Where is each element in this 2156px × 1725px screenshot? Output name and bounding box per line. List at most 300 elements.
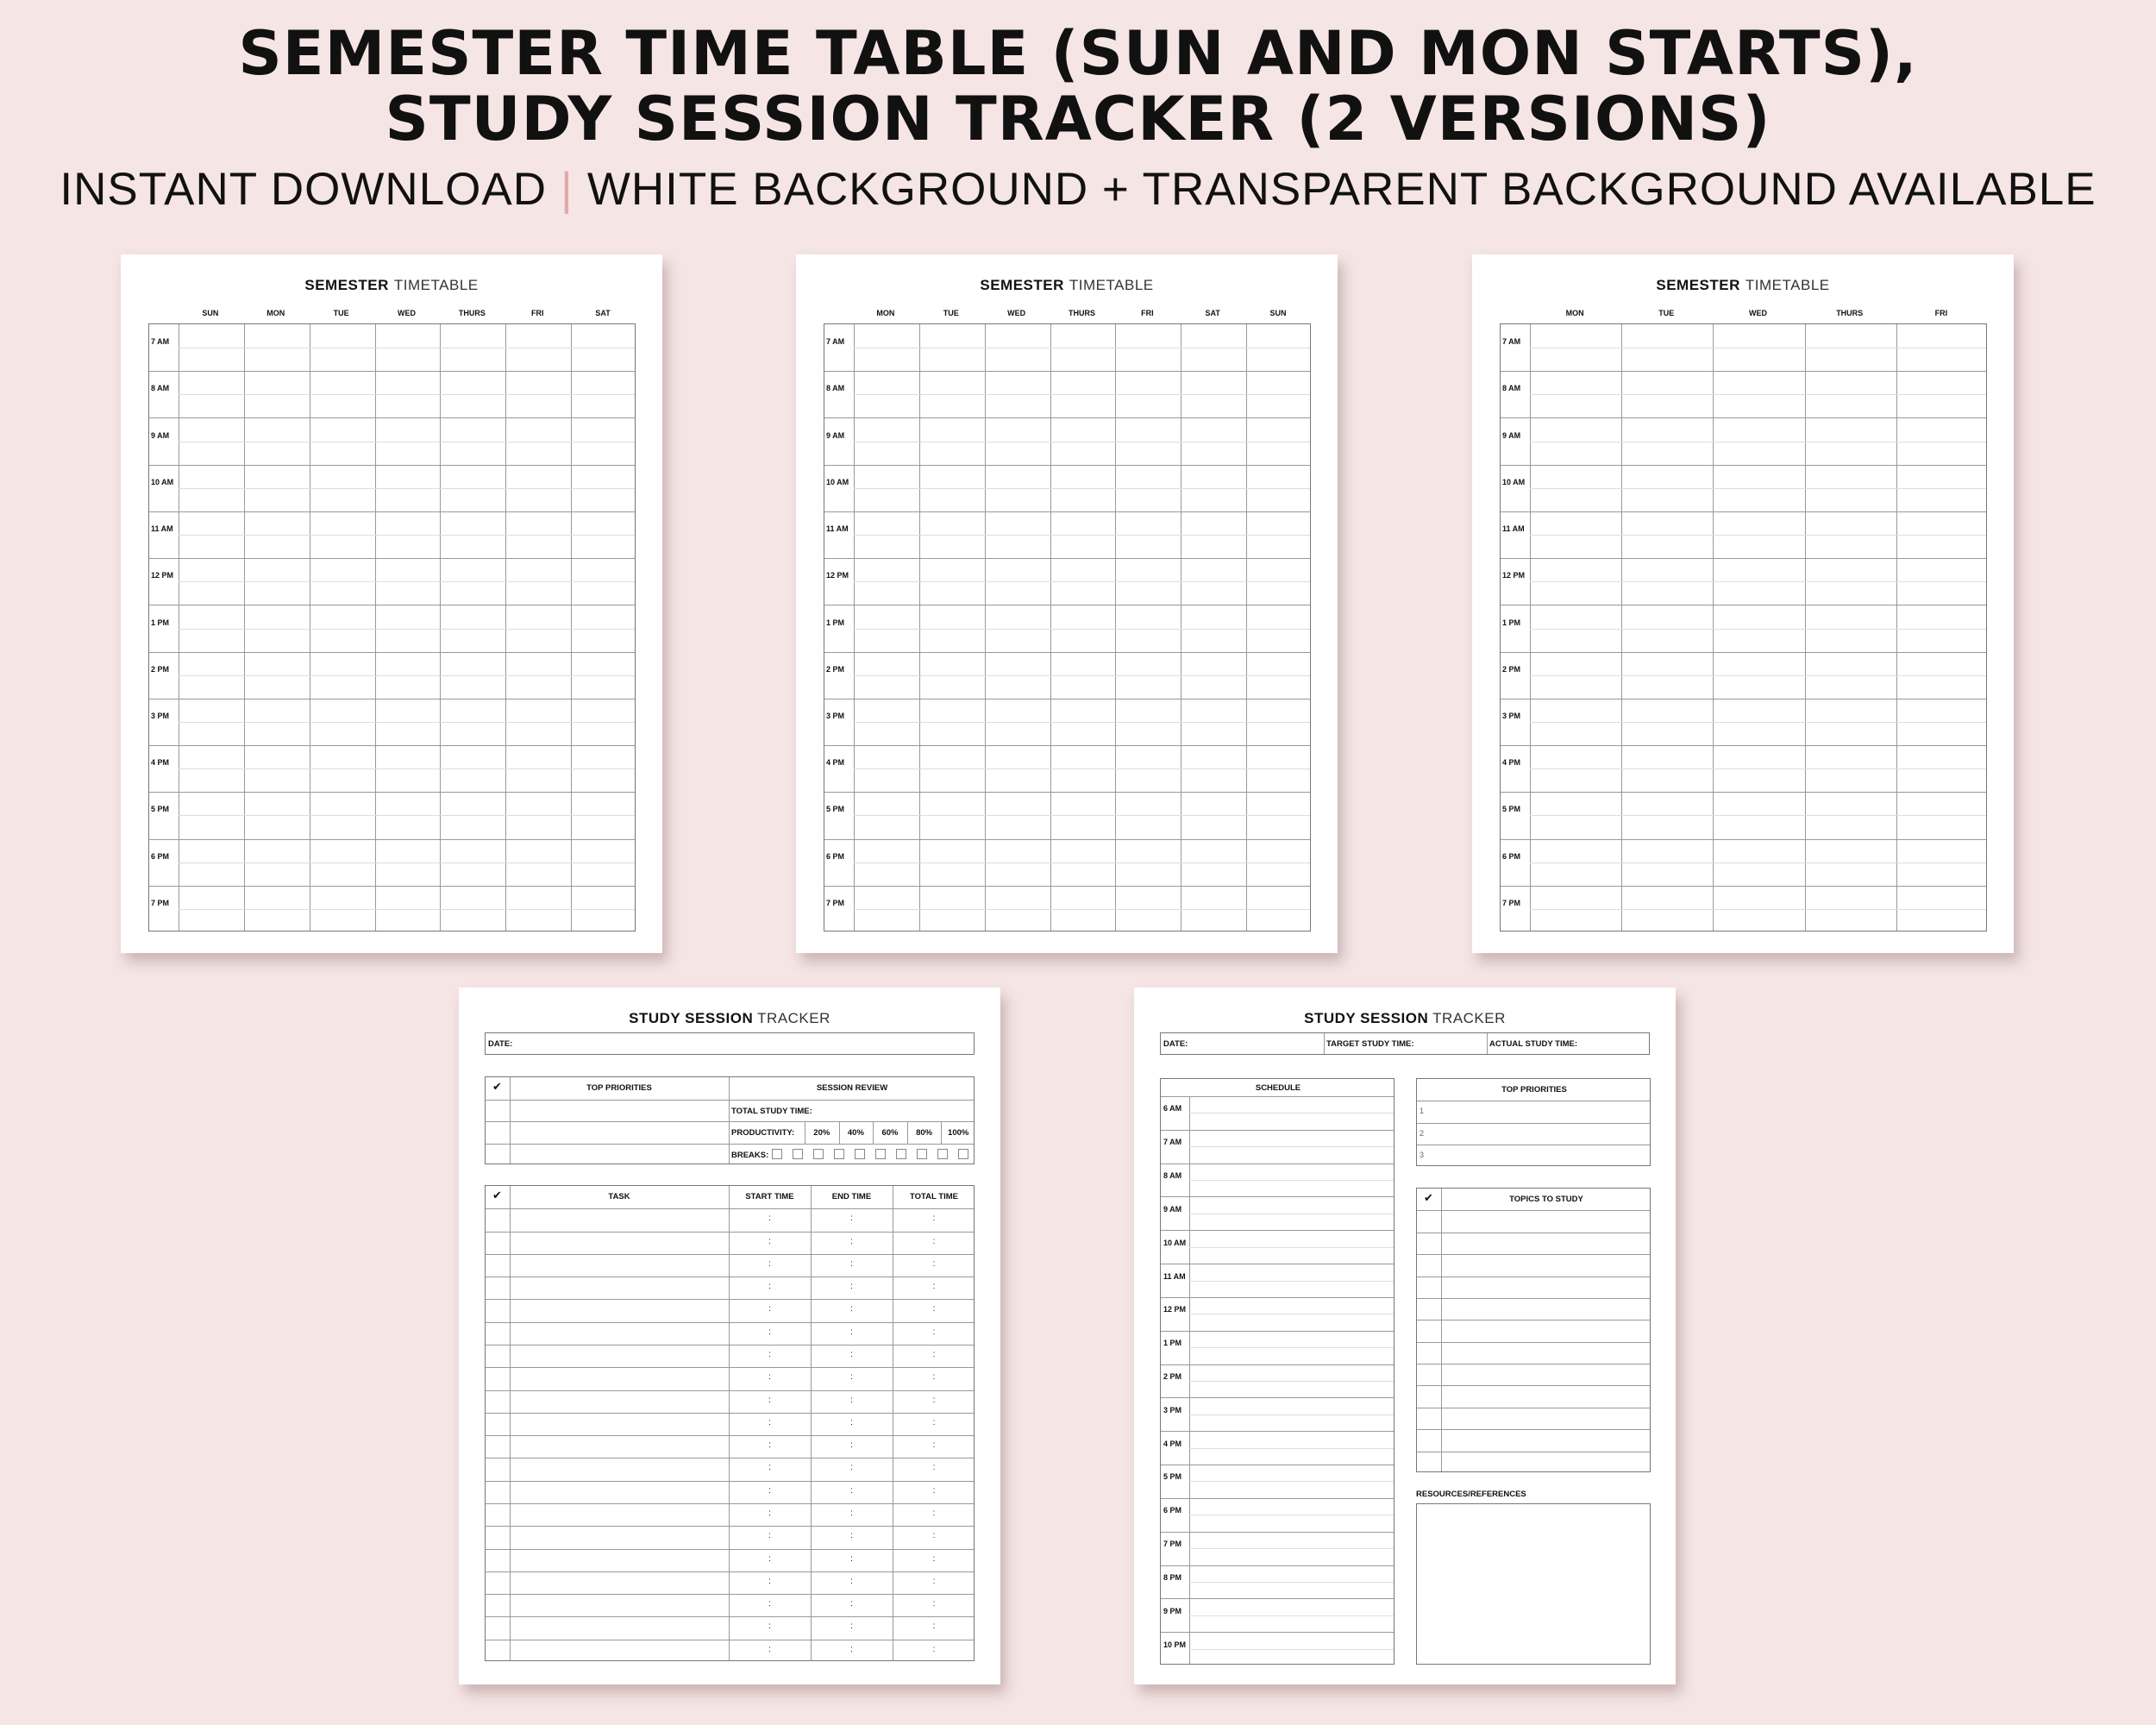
schedule-time-label: 7 AM — [1163, 1138, 1182, 1147]
day-header: SUN — [1269, 309, 1287, 317]
grid-line — [149, 417, 635, 418]
grid-line — [179, 581, 635, 582]
schedule-time-label: 12 PM — [1163, 1305, 1187, 1314]
time-label: 4 PM — [826, 758, 845, 768]
start-time-field[interactable]: : — [768, 1417, 771, 1427]
study-tracker-version-1-page — [459, 988, 1000, 1684]
time-label: 4 PM — [1502, 758, 1521, 768]
time-label: 7 PM — [1502, 898, 1521, 907]
date-label: DATE: — [488, 1039, 513, 1049]
time-label: 8 AM — [151, 384, 170, 393]
end-time-field[interactable]: : — [850, 1214, 853, 1224]
tracker-1-title-bold: STUDY SESSION — [629, 1010, 754, 1026]
grid-line — [1161, 1632, 1394, 1633]
break-checkbox[interactable] — [917, 1149, 927, 1159]
schedule-header: SCHEDULE — [1255, 1083, 1301, 1093]
total-time-field[interactable]: : — [932, 1214, 936, 1224]
start-time-field[interactable]: : — [768, 1236, 771, 1246]
start-time-field[interactable]: : — [768, 1576, 771, 1586]
grid-line — [1189, 1582, 1394, 1583]
day-header: SAT — [1205, 309, 1220, 317]
grid-line — [1530, 488, 1986, 489]
grid-line — [1115, 324, 1116, 931]
timetable-title — [1472, 277, 2014, 294]
grid-line — [486, 1571, 974, 1572]
time-label: 11 AM — [826, 524, 849, 534]
day-header: SAT — [595, 309, 611, 317]
total-time-field[interactable]: : — [932, 1463, 936, 1473]
grid-line — [486, 1345, 974, 1346]
headline-line-1: SEMESTER TIME TABLE (SUN AND MON STARTS), — [238, 18, 1918, 89]
schedule-time-label: 2 PM — [1163, 1372, 1182, 1381]
tracker-1-title — [459, 1010, 1000, 1027]
total-time-field[interactable]: : — [932, 1236, 936, 1246]
end-time-field[interactable]: : — [850, 1644, 853, 1654]
time-label: 10 AM — [1502, 477, 1526, 486]
productivity-option[interactable]: 80% — [916, 1128, 933, 1138]
grid-line — [854, 722, 1310, 723]
schedule-time-label: 5 PM — [1163, 1472, 1182, 1482]
time-label: 4 PM — [151, 758, 170, 768]
timetable-title-bold: SEMESTER — [304, 277, 389, 293]
grid-line — [505, 324, 506, 931]
day-header: TUE — [1658, 309, 1675, 317]
grid-line — [919, 324, 920, 931]
grid-line — [1189, 1180, 1394, 1181]
grid-line — [1501, 511, 1986, 512]
grid-line — [486, 1435, 974, 1436]
resources-box[interactable] — [1416, 1503, 1651, 1665]
grid-line — [985, 324, 986, 931]
time-label: 7 AM — [826, 337, 845, 347]
grid-line — [1501, 886, 1986, 887]
time-label: 1 PM — [1502, 618, 1521, 627]
end-time-field[interactable]: : — [850, 1282, 853, 1292]
time-label: 1 PM — [151, 618, 170, 627]
end-time-field[interactable]: : — [850, 1258, 853, 1269]
end-time-field[interactable]: : — [850, 1236, 853, 1246]
top-priorities-header: TOP PRIORITIES — [586, 1083, 652, 1093]
time-label: 3 PM — [826, 711, 845, 720]
priority-number[interactable]: 1 — [1420, 1107, 1425, 1115]
productivity-option[interactable]: 60% — [881, 1128, 899, 1138]
grid-line — [854, 535, 1310, 536]
end-time-field[interactable]: : — [850, 1372, 853, 1383]
grid-line — [149, 792, 635, 793]
start-time-header: START TIME — [745, 1192, 794, 1201]
end-time-field[interactable]: : — [850, 1327, 853, 1337]
end-time-field[interactable]: : — [850, 1395, 853, 1405]
grid-line — [1161, 1297, 1394, 1298]
start-time-field[interactable]: : — [768, 1622, 771, 1632]
grid-line — [1530, 768, 1986, 769]
study-tracker-version-2-page — [1134, 988, 1676, 1684]
break-checkbox[interactable] — [813, 1149, 824, 1159]
grid-line — [1530, 815, 1986, 816]
schedule-time-label: 9 PM — [1163, 1606, 1182, 1615]
grid-line — [149, 652, 635, 653]
grid-line — [1189, 1414, 1394, 1415]
priority-number[interactable]: 3 — [1420, 1151, 1425, 1160]
date-label[interactable]: DATE: — [1163, 1039, 1188, 1049]
schedule-time-label: 6 PM — [1163, 1506, 1182, 1515]
grid-line — [1713, 324, 1714, 931]
break-checkbox[interactable] — [896, 1149, 906, 1159]
time-label: 2 PM — [1502, 664, 1521, 674]
end-time-field[interactable]: : — [850, 1576, 853, 1586]
day-header: WED — [1748, 309, 1767, 317]
grid-line — [824, 886, 1310, 887]
time-label: 6 PM — [1502, 851, 1521, 861]
session-review-header: SESSION REVIEW — [816, 1083, 888, 1093]
grid-line — [824, 417, 1310, 418]
day-header: MON — [876, 309, 895, 317]
check-icon: ✔ — [1424, 1191, 1433, 1204]
time-label: 10 AM — [826, 477, 849, 486]
headline-line-2: STUDY SESSION TRACKER (2 VERSIONS) — [385, 84, 1771, 154]
date-target-actual-bar — [1160, 1032, 1650, 1055]
grid-line — [486, 1322, 974, 1323]
time-label: 12 PM — [1502, 571, 1526, 580]
day-header: MON — [266, 309, 285, 317]
grid-line — [486, 1616, 974, 1617]
grid-line — [1189, 1281, 1394, 1282]
grid-line — [1161, 1331, 1394, 1332]
start-time-field[interactable]: : — [768, 1644, 771, 1654]
grid-line — [854, 394, 1310, 395]
top-priorities-header: TOP PRIORITIES — [1501, 1085, 1567, 1095]
grid-line — [1246, 324, 1247, 931]
break-checkbox[interactable] — [793, 1149, 803, 1159]
start-time-field[interactable]: : — [768, 1304, 771, 1314]
grid-line — [1161, 1130, 1394, 1131]
grid-line — [854, 675, 1310, 676]
end-time-field[interactable]: : — [850, 1463, 853, 1473]
grid-line — [1189, 1481, 1394, 1482]
time-label: 5 PM — [826, 805, 845, 814]
grid-line — [1501, 745, 1986, 746]
grid-line — [1189, 1247, 1394, 1248]
grid-line — [824, 652, 1310, 653]
timetable-weekday-page — [1472, 254, 2014, 953]
total-time-field[interactable]: : — [932, 1395, 936, 1405]
grid-line — [1161, 1096, 1394, 1097]
time-label: 9 AM — [826, 430, 845, 440]
end-time-field[interactable]: : — [850, 1509, 853, 1518]
schedule-time-label: 10 AM — [1163, 1238, 1187, 1247]
grid-line — [1189, 1347, 1394, 1348]
grid-line — [1050, 324, 1051, 931]
grid-line — [1161, 1364, 1394, 1365]
check-icon: ✔ — [492, 1080, 502, 1093]
total-time-field[interactable]: : — [932, 1531, 936, 1541]
target-study-time-label[interactable]: TARGET STUDY TIME: — [1326, 1039, 1414, 1049]
grid-line — [824, 371, 1310, 372]
time-label: 7 AM — [1502, 337, 1521, 347]
timetable-grid — [824, 323, 1311, 932]
grid-line — [824, 465, 1310, 466]
time-label: 2 PM — [151, 664, 170, 674]
grid-line — [149, 886, 635, 887]
grid-line — [1189, 1548, 1394, 1549]
day-header: TUE — [333, 309, 349, 317]
grid-line — [1189, 1381, 1394, 1382]
subheadline-right: WHITE BACKGROUND + TRANSPARENT BACKGROUND AVAILABLE — [586, 164, 2096, 215]
time-label: 3 PM — [151, 711, 170, 720]
grid-line — [1417, 1298, 1650, 1299]
grid-line — [1501, 465, 1986, 466]
grid-line — [1896, 324, 1897, 931]
start-time-field[interactable]: : — [768, 1214, 771, 1224]
breaks-label: BREAKS: — [731, 1150, 769, 1160]
date-field[interactable] — [485, 1032, 975, 1055]
timetable-monday-start-page — [796, 254, 1338, 953]
grid-line — [1501, 652, 1986, 653]
timetable-title-light: TIMETABLE — [393, 277, 479, 293]
grid-line — [1189, 1146, 1394, 1147]
grid-line — [179, 862, 635, 863]
total-time-field[interactable]: : — [932, 1327, 936, 1337]
total-time-field[interactable]: : — [932, 1282, 936, 1292]
grid-line — [179, 394, 635, 395]
topics-to-study-table — [1416, 1188, 1651, 1472]
time-label: 8 AM — [826, 384, 845, 393]
total-time-field[interactable]: : — [932, 1417, 936, 1427]
schedule-time-label: 11 AM — [1163, 1271, 1186, 1281]
grid-line — [486, 1481, 974, 1482]
grid-line — [1530, 535, 1986, 536]
grid-line — [1417, 1210, 1650, 1211]
total-time-field[interactable]: : — [932, 1485, 936, 1496]
grid-line — [179, 675, 635, 676]
grid-line — [824, 839, 1310, 840]
grid-line — [854, 909, 1310, 910]
grid-line — [1530, 629, 1986, 630]
total-time-field[interactable]: : — [932, 1304, 936, 1314]
grid-line — [1530, 909, 1986, 910]
end-time-field[interactable]: : — [850, 1531, 853, 1541]
grid-line — [1161, 1598, 1394, 1599]
productivity-label: PRODUCTIVITY: — [731, 1128, 795, 1138]
end-time-field[interactable]: : — [850, 1350, 853, 1359]
end-time-field[interactable]: : — [850, 1417, 853, 1427]
time-label: 9 AM — [1502, 430, 1521, 440]
grid-line — [1621, 324, 1622, 931]
time-label: 12 PM — [151, 571, 174, 580]
total-time-field[interactable]: : — [932, 1644, 936, 1654]
break-checkbox[interactable] — [875, 1149, 886, 1159]
productivity-option[interactable]: 100% — [948, 1128, 969, 1138]
grid-line — [1530, 324, 1531, 931]
time-label: 6 PM — [826, 851, 845, 861]
end-time-field[interactable]: : — [850, 1304, 853, 1314]
grid-line — [179, 768, 635, 769]
total-time-field[interactable]: : — [932, 1622, 936, 1632]
priority-number[interactable]: 2 — [1420, 1128, 1425, 1138]
productivity-option[interactable]: 40% — [847, 1128, 864, 1138]
grid-line — [1161, 1498, 1394, 1499]
timetable-title-bold: SEMESTER — [1656, 277, 1740, 293]
time-label: 9 AM — [151, 430, 170, 440]
grid-line — [824, 558, 1310, 559]
day-header: TUE — [943, 309, 959, 317]
start-time-field[interactable]: : — [768, 1485, 771, 1496]
top-priorities-table — [1416, 1078, 1651, 1166]
total-time-field[interactable]: : — [932, 1372, 936, 1383]
break-checkbox[interactable] — [772, 1149, 782, 1159]
grid-line — [1189, 1096, 1190, 1664]
timetable-title-light: TIMETABLE — [1745, 277, 1830, 293]
start-time-field[interactable]: : — [768, 1509, 771, 1518]
grid-line — [1161, 1196, 1394, 1197]
grid-line — [149, 465, 635, 466]
grid-line — [1189, 1448, 1394, 1449]
schedule-time-label: 7 PM — [1163, 1540, 1182, 1549]
grid-line — [854, 815, 1310, 816]
total-time-header: TOTAL TIME — [910, 1192, 958, 1201]
schedule-time-label: 8 PM — [1163, 1572, 1182, 1582]
day-header: WED — [397, 309, 416, 317]
grid-line — [1417, 1254, 1650, 1255]
subheadline-left: INSTANT DOWNLOAD — [60, 164, 548, 215]
grid-line — [1501, 839, 1986, 840]
start-time-field[interactable]: : — [768, 1258, 771, 1269]
time-label: 10 AM — [151, 477, 174, 486]
start-time-field[interactable]: : — [768, 1282, 771, 1292]
grid-line — [571, 324, 572, 931]
day-header: SUN — [202, 309, 219, 317]
total-time-field[interactable]: : — [932, 1599, 936, 1609]
day-header: FRI — [1934, 309, 1948, 317]
time-label: 11 AM — [1502, 524, 1525, 534]
grid-line — [179, 909, 635, 910]
end-time-field[interactable]: : — [850, 1440, 853, 1451]
grid-line — [1530, 722, 1986, 723]
grid-line — [510, 1186, 511, 1660]
timetable-title — [796, 277, 1338, 294]
time-label: 1 PM — [826, 618, 845, 627]
grid-line — [1417, 1276, 1650, 1277]
timetable-title-bold: SEMESTER — [980, 277, 1064, 293]
start-time-field[interactable]: : — [768, 1531, 771, 1541]
start-time-field[interactable]: : — [768, 1372, 771, 1383]
grid-line — [179, 488, 635, 489]
total-time-field[interactable]: : — [932, 1576, 936, 1586]
start-time-field[interactable]: : — [768, 1599, 771, 1609]
end-time-field[interactable]: : — [850, 1553, 853, 1564]
grid-line — [149, 511, 635, 512]
grid-line — [854, 581, 1310, 582]
start-time-field[interactable]: : — [768, 1463, 771, 1473]
break-checkbox[interactable] — [855, 1149, 865, 1159]
day-header: THURS — [458, 309, 486, 317]
grid-line — [486, 1121, 974, 1122]
tracker-1-title-light: TRACKER — [757, 1010, 830, 1026]
schedule-time-label: 9 AM — [1163, 1204, 1182, 1214]
break-checkbox[interactable] — [958, 1149, 968, 1159]
task-table — [485, 1185, 975, 1661]
timetable-sunday-start-page — [121, 254, 662, 953]
total-time-field[interactable]: : — [932, 1258, 936, 1269]
grid-line — [440, 324, 441, 931]
break-checkbox[interactable] — [834, 1149, 844, 1159]
grid-line — [486, 1503, 974, 1504]
grid-line — [1530, 862, 1986, 863]
time-label: 7 AM — [151, 337, 170, 347]
grid-line — [375, 324, 376, 931]
grid-line — [1189, 1649, 1394, 1650]
actual-study-time-label[interactable]: ACTUAL STUDY TIME: — [1489, 1039, 1578, 1049]
total-time-field[interactable]: : — [932, 1350, 936, 1359]
grid-line — [854, 324, 855, 931]
end-time-field[interactable]: : — [850, 1622, 853, 1632]
grid-line — [244, 324, 245, 931]
start-time-field[interactable]: : — [768, 1350, 771, 1359]
end-time-field[interactable]: : — [850, 1599, 853, 1609]
grid-line — [1161, 1431, 1394, 1432]
day-header: THURS — [1836, 309, 1864, 317]
grid-line — [486, 1367, 974, 1368]
end-time-field[interactable]: : — [850, 1485, 853, 1496]
productivity-option[interactable]: 20% — [813, 1128, 830, 1138]
time-label: 2 PM — [826, 664, 845, 674]
schedule-time-label: 8 AM — [1163, 1171, 1182, 1181]
resources-label: RESOURCES/REFERENCES — [1416, 1490, 1526, 1499]
grid-line — [1189, 1615, 1394, 1616]
grid-line — [1417, 1123, 1650, 1124]
grid-line — [1417, 1342, 1650, 1343]
grid-line — [1161, 1565, 1394, 1566]
timetable-grid — [148, 323, 636, 932]
schedule-time-label: 1 PM — [1163, 1339, 1182, 1348]
time-label: 7 PM — [826, 898, 845, 907]
schedule-time-label: 6 AM — [1163, 1104, 1182, 1113]
grid-line — [179, 722, 635, 723]
grid-line — [149, 558, 635, 559]
start-time-field[interactable]: : — [768, 1440, 771, 1451]
grid-line — [1501, 558, 1986, 559]
time-label: 5 PM — [151, 805, 170, 814]
start-time-field[interactable]: : — [768, 1327, 771, 1337]
grid-line — [1161, 1532, 1394, 1533]
total-study-time-label[interactable]: TOTAL STUDY TIME: — [731, 1106, 812, 1116]
subheadline-separator: | — [561, 164, 573, 215]
grid-line — [854, 768, 1310, 769]
time-label: 7 PM — [151, 898, 170, 907]
start-time-field[interactable]: : — [768, 1553, 771, 1564]
grid-line — [179, 815, 635, 816]
total-time-field[interactable]: : — [932, 1440, 936, 1451]
time-label: 8 AM — [1502, 384, 1521, 393]
grid-line — [486, 1594, 974, 1595]
start-time-field[interactable]: : — [768, 1395, 771, 1405]
grid-line — [179, 629, 635, 630]
break-checkbox[interactable] — [937, 1149, 948, 1159]
grid-line — [149, 371, 635, 372]
priorities-review-table — [485, 1076, 975, 1164]
day-header: THURS — [1068, 309, 1095, 317]
end-time-header: END TIME — [831, 1192, 872, 1201]
grid-line — [486, 1276, 974, 1277]
subheadline — [0, 164, 2156, 216]
grid-line — [486, 1208, 974, 1209]
total-time-field[interactable]: : — [932, 1553, 936, 1564]
timetable-grid — [1500, 323, 1987, 932]
total-time-field[interactable]: : — [932, 1509, 936, 1518]
day-header: WED — [1007, 309, 1026, 317]
grid-line — [149, 745, 635, 746]
grid-line — [854, 629, 1310, 630]
